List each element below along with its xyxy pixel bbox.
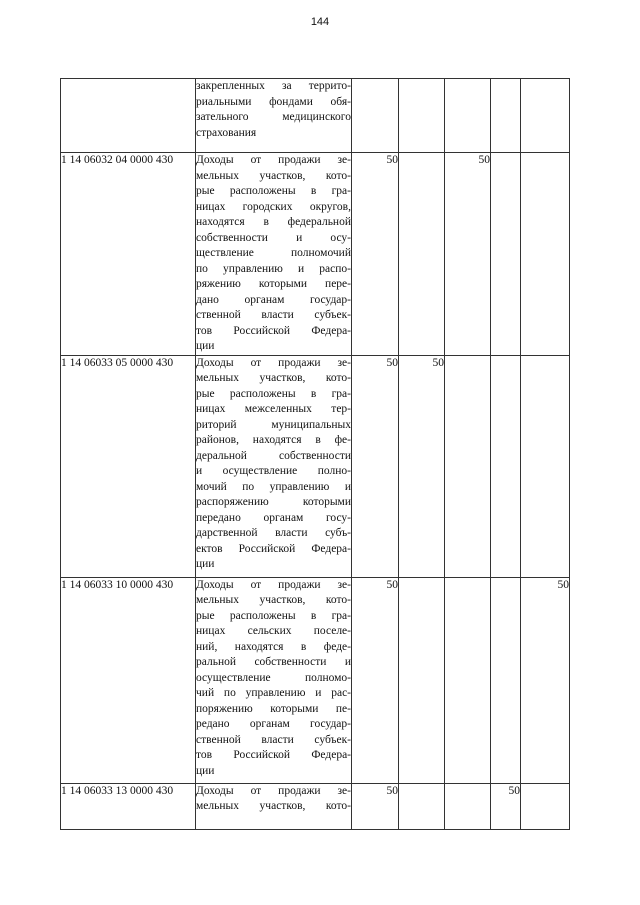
description-line: ществление полномочий — [196, 247, 351, 259]
description-line: рые расположены в гра- — [196, 387, 351, 400]
description-line: редано органам государ- — [196, 718, 351, 730]
description-line: по управлению и распо- — [196, 262, 351, 275]
description-line: собственности и осу- — [196, 231, 351, 244]
description-line: мельных участков, кото- — [196, 372, 351, 384]
value-cell: 50 — [521, 577, 570, 783]
value-cell: 50 — [491, 783, 521, 829]
description-cell — [196, 355, 352, 577]
value-cell — [521, 783, 570, 829]
description-line: распоряжению которыми — [196, 496, 351, 508]
value-cell: 50 — [352, 153, 399, 356]
description-cell — [196, 153, 352, 356]
description-line: тов Российской Федера- — [196, 749, 351, 761]
description-line: районов, находятся в фе- — [196, 434, 351, 446]
description-line: дарственной власти субъ- — [196, 527, 351, 539]
description-line: риальными фондами обя- — [196, 95, 351, 108]
description-line: деральной собственности — [196, 449, 351, 462]
description-line: ницах сельских поселе- — [196, 625, 351, 637]
value-cell: 50 — [352, 783, 399, 829]
value-cell — [491, 79, 521, 153]
value-cell — [521, 153, 570, 356]
description-line: осуществление полномо- — [196, 671, 351, 684]
budget-code-cell: 1 14 06033 10 0000 430 — [61, 577, 196, 783]
value-cell: 50 — [399, 355, 445, 577]
description-line: и осуществление полно- — [196, 465, 351, 477]
value-cell — [445, 577, 491, 783]
description-line: закрепленных за террито- — [196, 80, 351, 92]
description-line: мельных участков, кото- — [196, 169, 351, 182]
description-line: ральной собственности и — [196, 656, 351, 668]
description-line: мельных участков, кото- — [196, 594, 351, 606]
description-line: риторий муниципальных — [196, 418, 351, 431]
budget-table — [60, 78, 570, 830]
value-cell — [491, 153, 521, 356]
table-row — [61, 79, 570, 153]
value-cell — [445, 79, 491, 153]
value-cell: 50 — [352, 577, 399, 783]
description-line: ницах межселенных тер- — [196, 403, 351, 415]
value-cell — [399, 577, 445, 783]
description-line: Доходы от продажи зе- — [196, 784, 351, 797]
description-line: ний, находятся в феде- — [196, 640, 351, 653]
description-line: ции — [196, 558, 215, 570]
description-line: рые расположены в гра- — [196, 609, 351, 622]
description-line: чий по управлению и рас- — [196, 687, 351, 699]
table-row — [61, 355, 570, 577]
description-line: ницах городских округов, — [196, 200, 351, 213]
description-line: ции — [196, 764, 215, 777]
description-line: Доходы от продажи зе- — [196, 154, 351, 166]
description-cell — [196, 79, 352, 153]
value-cell — [521, 79, 570, 153]
description-line: рые расположены в гра- — [196, 185, 351, 197]
value-cell — [445, 783, 491, 829]
page-number: 144 — [310, 16, 330, 28]
budget-code-cell: 1 14 06033 13 0000 430 — [61, 783, 196, 829]
description-line: ственной власти субъек- — [196, 733, 351, 746]
value-cell — [399, 783, 445, 829]
budget-code-cell: 1 14 06032 04 0000 430 — [61, 153, 196, 356]
budget-code-cell — [61, 79, 196, 153]
description-line: ряжению которыми пере- — [196, 278, 351, 290]
table-row — [61, 783, 570, 829]
description-line: страхования — [196, 126, 257, 139]
description-line: Доходы от продажи зе- — [196, 356, 351, 369]
description-line: поряжению которыми пе- — [196, 702, 351, 715]
value-cell — [399, 79, 445, 153]
description-line: мочий по управлению и — [196, 480, 351, 493]
description-line: ственной власти субъек- — [196, 309, 351, 321]
budget-code-cell: 1 14 06033 05 0000 430 — [61, 355, 196, 577]
value-cell: 50 — [352, 355, 399, 577]
description-line: дано органам государ- — [196, 293, 351, 306]
value-cell — [491, 355, 521, 577]
description-line: зательного медицинского — [196, 111, 351, 123]
description-line: ции — [196, 340, 215, 352]
value-cell: 50 — [445, 153, 491, 356]
description-line: мельных участков, кото- — [196, 800, 351, 812]
value-cell — [399, 153, 445, 356]
description-line: передано органам госу- — [196, 511, 351, 524]
value-cell — [352, 79, 399, 153]
value-cell — [445, 355, 491, 577]
description-line: находятся в федеральной — [196, 216, 351, 228]
value-cell — [491, 577, 521, 783]
description-line: тов Российской Федера- — [196, 324, 351, 337]
table-row — [61, 153, 570, 356]
description-cell — [196, 783, 352, 829]
description-cell — [196, 577, 352, 783]
description-line: ектов Российской Федера- — [196, 542, 351, 555]
value-cell — [521, 355, 570, 577]
description-line: Доходы от продажи зе- — [196, 578, 351, 591]
table-row — [61, 577, 570, 783]
